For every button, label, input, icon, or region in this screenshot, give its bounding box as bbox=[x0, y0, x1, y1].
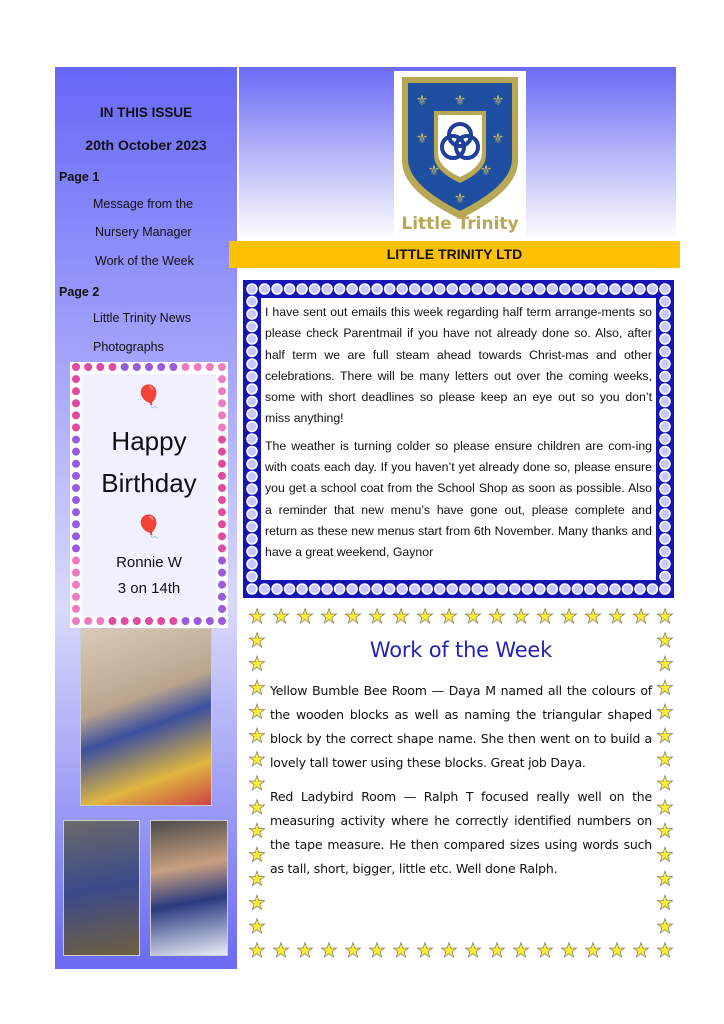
flower-icon bbox=[247, 409, 257, 419]
star-icon: ★ bbox=[656, 820, 674, 843]
star-icon: ★ bbox=[608, 606, 626, 628]
star-icon: ★ bbox=[464, 940, 482, 961]
flower-icon bbox=[247, 309, 257, 319]
star-icon: ★ bbox=[248, 868, 266, 891]
star-icon: ★ bbox=[248, 701, 266, 724]
work-of-week-box bbox=[246, 605, 676, 961]
star-icon: ★ bbox=[440, 940, 458, 961]
flower-icon bbox=[660, 547, 670, 557]
star-icon: ★ bbox=[656, 606, 674, 628]
star-icon: ★ bbox=[560, 606, 578, 628]
star-icon: ★ bbox=[416, 606, 434, 628]
flower-icon bbox=[472, 584, 482, 594]
star-icon: ★ bbox=[320, 606, 338, 628]
star-icon: ★ bbox=[248, 773, 266, 795]
star-icon: ★ bbox=[248, 653, 266, 676]
contents-item: Nursery Manager bbox=[95, 225, 192, 239]
flower-icon bbox=[435, 284, 445, 294]
star-icon: ★ bbox=[248, 796, 266, 819]
flower-icon bbox=[247, 484, 257, 494]
birthday-detail: 3 on 14th bbox=[117, 580, 181, 597]
svg-text:⚜: ⚜ bbox=[415, 92, 429, 108]
star-icon: ★ bbox=[536, 940, 554, 961]
flower-icon bbox=[597, 584, 607, 594]
flower-icon bbox=[660, 584, 670, 594]
star-icon: ★ bbox=[656, 653, 674, 676]
star-icon: ★ bbox=[344, 940, 362, 961]
star-icon: ★ bbox=[272, 940, 290, 961]
flower-icon bbox=[247, 459, 257, 469]
star-icon: ★ bbox=[368, 940, 386, 961]
flower-icon bbox=[247, 384, 257, 394]
star-icon: ★ bbox=[488, 606, 506, 628]
flower-icon bbox=[397, 284, 407, 294]
flower-icon bbox=[560, 284, 570, 294]
svg-text:⚜: ⚜ bbox=[415, 130, 429, 146]
star-icon: ★ bbox=[248, 606, 266, 628]
manager-message-box bbox=[243, 280, 674, 598]
flower-icon bbox=[622, 284, 632, 294]
star-icon: ★ bbox=[656, 892, 674, 915]
flower-icon bbox=[360, 284, 370, 294]
svg-text:⚜: ⚜ bbox=[491, 92, 505, 108]
flower-icon bbox=[272, 284, 282, 294]
contents-item: Work of the Week bbox=[95, 254, 194, 268]
star-icon: ★ bbox=[248, 940, 266, 961]
star-icon: ★ bbox=[584, 940, 602, 961]
balloons-icon: 🎈 bbox=[135, 514, 163, 539]
flower-icon bbox=[497, 284, 507, 294]
flower-icon bbox=[247, 509, 257, 519]
star-icon: ★ bbox=[608, 940, 626, 961]
star-icon: ★ bbox=[656, 773, 674, 795]
flower-icon bbox=[547, 584, 557, 594]
flower-icon bbox=[510, 284, 520, 294]
flower-icon bbox=[447, 584, 457, 594]
flower-icon bbox=[260, 584, 270, 594]
flower-icon bbox=[660, 472, 670, 482]
flower-icon bbox=[347, 584, 357, 594]
star-icon: ★ bbox=[248, 916, 266, 939]
flower-icon bbox=[660, 497, 670, 507]
star-icon: ★ bbox=[248, 629, 266, 652]
flower-icon bbox=[660, 384, 670, 394]
photo-ralph bbox=[150, 820, 228, 956]
star-icon: ★ bbox=[392, 940, 410, 961]
star-icon: ★ bbox=[656, 916, 674, 939]
flower-icon bbox=[422, 584, 432, 594]
flower-icon bbox=[285, 584, 295, 594]
flower-icon bbox=[247, 472, 257, 482]
flower-icon bbox=[635, 284, 645, 294]
flower-icon bbox=[247, 447, 257, 457]
birthday-line2: Birthday bbox=[101, 468, 197, 498]
flower-icon bbox=[572, 284, 582, 294]
flower-icon bbox=[510, 584, 520, 594]
star-icon: ★ bbox=[248, 844, 266, 867]
flower-icon bbox=[247, 297, 257, 307]
svg-text:⚜: ⚜ bbox=[479, 162, 493, 178]
flower-icon bbox=[660, 284, 670, 294]
flower-icon bbox=[522, 584, 532, 594]
flower-icon bbox=[660, 559, 670, 569]
work-paragraph: Red Ladybird Room — Ralph T focused really well on the measuring activity where he correctly identified numbers on the tape measure. He then compared sizes using words such as tall, short, bigger, little etc. Well done Ralph. bbox=[270, 789, 652, 876]
message-paragraph: The weather is turning colder so please ensure children are com-ing with coats each day. If you haven’t yet already done so, please ensure you get a school coat from the School Shop as soon as possible. Also a reminder that new menu’s have gone out, please complete and return as these new menus start from 6th November. Many thanks and have a great weekend, Gaynor bbox=[265, 438, 652, 560]
flower-icon bbox=[310, 284, 320, 294]
flower-icon bbox=[247, 572, 257, 582]
flower-icon bbox=[247, 547, 257, 557]
flower-icon bbox=[622, 584, 632, 594]
star-icon: ★ bbox=[320, 940, 338, 961]
logo-text: Little Trinity bbox=[401, 214, 519, 234]
flower-icon bbox=[422, 284, 432, 294]
flower-icon bbox=[372, 584, 382, 594]
star-icon: ★ bbox=[464, 606, 482, 628]
flower-icon bbox=[247, 347, 257, 357]
star-icon: ★ bbox=[248, 892, 266, 915]
flower-icon bbox=[610, 584, 620, 594]
flower-icon bbox=[435, 584, 445, 594]
svg-text:⚜: ⚜ bbox=[491, 130, 505, 146]
star-icon: ★ bbox=[656, 629, 674, 652]
flower-icon bbox=[410, 584, 420, 594]
flower-icon bbox=[247, 522, 257, 532]
birthday-name: Ronnie W bbox=[116, 554, 182, 571]
svg-text:⚜: ⚜ bbox=[453, 190, 467, 206]
work-paragraph: Yellow Bumble Bee Room — Daya M named all the colours of the wooden blocks as well as naming the triangular shaped block by the correct shape name. She then went on to build a lovely tall tower using these blocks. Great job Daya. bbox=[270, 683, 652, 770]
flower-icon bbox=[322, 584, 332, 594]
flower-icon bbox=[247, 534, 257, 544]
flower-icon bbox=[660, 434, 670, 444]
star-icon: ★ bbox=[632, 940, 650, 961]
issue-date: 20th October 2023 bbox=[85, 137, 207, 153]
flower-icon bbox=[335, 284, 345, 294]
birthday-line1: Happy bbox=[111, 426, 187, 456]
photo-daya-blocks bbox=[80, 628, 212, 806]
star-icon: ★ bbox=[248, 820, 266, 843]
flower-icon bbox=[460, 584, 470, 594]
star-icon: ★ bbox=[656, 677, 674, 700]
star-icon: ★ bbox=[392, 606, 410, 628]
flower-icon bbox=[247, 334, 257, 344]
flower-icon bbox=[247, 434, 257, 444]
flower-icon bbox=[660, 422, 670, 432]
flower-icon bbox=[247, 422, 257, 432]
flower-icon bbox=[660, 522, 670, 532]
star-icon: ★ bbox=[584, 606, 602, 628]
star-icon: ★ bbox=[416, 940, 434, 961]
flower-icon bbox=[535, 284, 545, 294]
flower-icon bbox=[660, 409, 670, 419]
flower-icon bbox=[497, 584, 507, 594]
contents-item: Photographs bbox=[93, 340, 164, 354]
flower-icon bbox=[660, 397, 670, 407]
star-icon: ★ bbox=[656, 725, 674, 748]
star-icon: ★ bbox=[656, 796, 674, 819]
work-of-week-title: Work of the Week bbox=[369, 638, 553, 662]
flower-icon bbox=[247, 322, 257, 332]
star-icon: ★ bbox=[656, 940, 674, 961]
photo-measuring bbox=[63, 820, 140, 956]
flower-icon bbox=[660, 509, 670, 519]
flower-icon bbox=[660, 447, 670, 457]
birthday-card bbox=[70, 362, 228, 628]
star-icon: ★ bbox=[248, 677, 266, 700]
flower-icon bbox=[547, 284, 557, 294]
flower-icon bbox=[635, 584, 645, 594]
star-icon: ★ bbox=[272, 606, 290, 628]
svg-text:⚜: ⚜ bbox=[427, 162, 441, 178]
flower-icon bbox=[572, 584, 582, 594]
flower-icon bbox=[485, 284, 495, 294]
flower-icon bbox=[260, 284, 270, 294]
balloons-icon: 🎈 bbox=[135, 384, 163, 409]
flower-icon bbox=[660, 334, 670, 344]
flower-icon bbox=[247, 284, 257, 294]
contents-item: Message from the bbox=[93, 197, 194, 211]
flower-icon bbox=[610, 284, 620, 294]
flower-icon bbox=[597, 284, 607, 294]
flower-icon bbox=[347, 284, 357, 294]
flower-icon bbox=[385, 284, 395, 294]
flower-icon bbox=[247, 359, 257, 369]
svg-text:⚜: ⚜ bbox=[453, 92, 467, 108]
flower-icon bbox=[297, 584, 307, 594]
flower-icon bbox=[660, 309, 670, 319]
flower-icon bbox=[247, 397, 257, 407]
star-icon: ★ bbox=[656, 868, 674, 891]
flower-icon bbox=[660, 534, 670, 544]
star-icon: ★ bbox=[512, 940, 530, 961]
star-icon: ★ bbox=[656, 701, 674, 724]
company-banner: LITTLE TRINITY LTD bbox=[229, 241, 680, 268]
flower-icon bbox=[247, 497, 257, 507]
flower-icon bbox=[660, 347, 670, 357]
flower-icon bbox=[247, 584, 257, 594]
star-icon: ★ bbox=[632, 606, 650, 628]
flower-icon bbox=[247, 372, 257, 382]
flower-icon bbox=[660, 484, 670, 494]
flower-icon bbox=[335, 584, 345, 594]
flower-icon bbox=[372, 284, 382, 294]
star-icon: ★ bbox=[248, 749, 266, 772]
flower-icon bbox=[410, 284, 420, 294]
school-logo bbox=[394, 71, 526, 237]
flower-icon bbox=[310, 584, 320, 594]
flower-icon bbox=[560, 584, 570, 594]
flower-icon bbox=[297, 284, 307, 294]
contents-item: Little Trinity News bbox=[93, 311, 191, 325]
flower-icon bbox=[585, 284, 595, 294]
star-icon: ★ bbox=[512, 606, 530, 628]
flower-icon bbox=[660, 297, 670, 307]
page2-label: Page 2 bbox=[59, 285, 100, 299]
issue-heading: IN THIS ISSUE bbox=[99, 105, 193, 120]
flower-icon bbox=[322, 284, 332, 294]
flower-icon bbox=[660, 459, 670, 469]
flower-icon bbox=[247, 559, 257, 569]
page1-label: Page 1 bbox=[59, 170, 100, 184]
flower-icon bbox=[385, 584, 395, 594]
star-icon: ★ bbox=[368, 606, 386, 628]
star-icon: ★ bbox=[656, 749, 674, 772]
flower-icon bbox=[535, 584, 545, 594]
flower-icon bbox=[272, 584, 282, 594]
star-icon: ★ bbox=[560, 940, 578, 961]
star-icon: ★ bbox=[488, 940, 506, 961]
flower-icon bbox=[585, 584, 595, 594]
star-icon: ★ bbox=[440, 606, 458, 628]
star-icon: ★ bbox=[536, 606, 554, 628]
flower-icon bbox=[285, 284, 295, 294]
star-icon: ★ bbox=[296, 940, 314, 961]
flower-icon bbox=[660, 322, 670, 332]
flower-icon bbox=[397, 584, 407, 594]
flower-icon bbox=[647, 584, 657, 594]
flower-icon bbox=[460, 284, 470, 294]
flower-icon bbox=[660, 372, 670, 382]
flower-icon bbox=[472, 284, 482, 294]
star-icon: ★ bbox=[656, 844, 674, 867]
star-icon: ★ bbox=[296, 606, 314, 628]
star-icon: ★ bbox=[344, 606, 362, 628]
flower-icon bbox=[360, 584, 370, 594]
flower-icon bbox=[660, 359, 670, 369]
flower-icon bbox=[485, 584, 495, 594]
flower-icon bbox=[447, 284, 457, 294]
flower-icon bbox=[522, 284, 532, 294]
flower-icon bbox=[647, 284, 657, 294]
message-paragraph: I have sent out emails this week regarding half term arrange-ments so please check Parentmail if you have not already done so. Also, after half term we are full steam ahead towards Christ-mas and other celebrations. There will be many letters out over the coming weeks, some with short deadlines so please keep an eye out so you don’t miss anything! bbox=[265, 305, 652, 426]
star-icon: ★ bbox=[248, 725, 266, 748]
flower-icon bbox=[660, 572, 670, 582]
